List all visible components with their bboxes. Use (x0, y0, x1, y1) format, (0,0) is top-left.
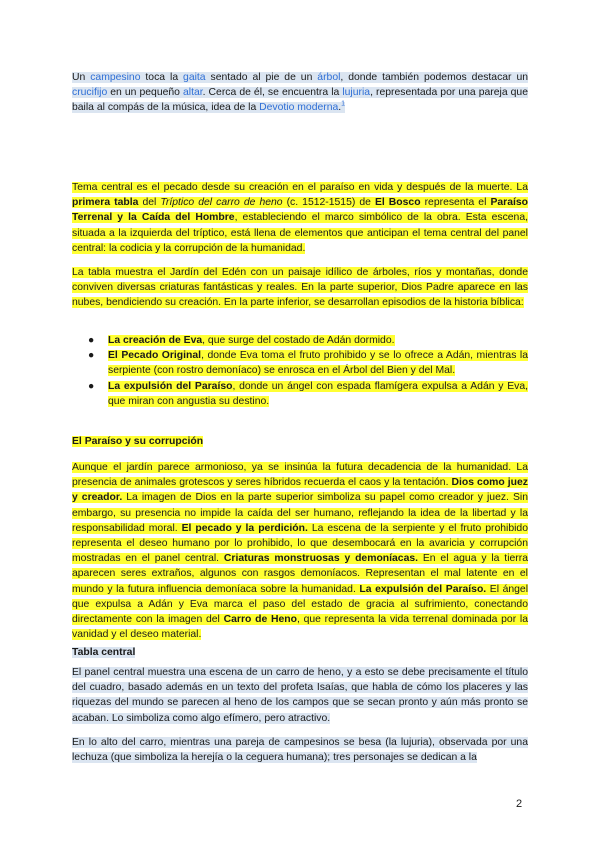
list-item (72, 333, 528, 348)
text-run: , donde Eva toma el fruto prohibido y se lo ofrece a Adán, mientras la serpiente (con rostro demoníaco) se enrosca en el Árbol del Bien y del Mal. (108, 350, 528, 377)
text-run: En el agua y la tierra aparecen seres extraños, algunos con rasgos demoníacos. Representan el mal latente en el mundo y la futura influencia demoníaca sobre la humanidad. (72, 553, 528, 595)
bullet-list (72, 333, 528, 409)
text-run: . (338, 102, 342, 114)
garden-paragraph (72, 265, 528, 311)
link-gaita[interactable]: gaita (183, 72, 206, 83)
text-run: en un pequeño (107, 87, 183, 99)
text-run: En lo alto del carro, mientras una pareja de campesinos se besa (la lujuria), observada por una lechuza (que simboliza la herejía o la ceguera humana); tres personajes se dedican a la (72, 737, 528, 764)
bold-run: El Bosco (374, 197, 421, 209)
text-run: , que surge del costado de Adán dormido. (202, 335, 395, 346)
text-run: representa el (420, 197, 491, 209)
link-crucifijo[interactable]: crucifijo (72, 87, 108, 99)
text-run: La tabla muestra el Jardín del Edén con un paisaje idílico de árboles, ríos y montañas, donde conviven diversas criaturas fantásticas y reales. En la parte superior, Dios Padre aparece en las nubes, bendiciendo su creación. En la parte inferior, se desarrollan episodios de la historia bíblica: (72, 267, 528, 309)
bold-run: El pecado y la perdición. (181, 522, 308, 534)
bold-run: La expulsión del Paraíso. (359, 583, 487, 595)
text-run: La escena de la serpiente y el fruto prohibido representa el deseo humano por lo prohibido, lo que desembocará en la avaricia y corrupción mostradas en el panel central. (72, 522, 528, 565)
list-item (72, 379, 528, 409)
page-number: 2 (516, 798, 523, 810)
text-run: , donde también podemos destacar un (340, 72, 529, 83)
link-arbol[interactable]: árbol (317, 72, 341, 83)
text-run: sentado al pie de un (205, 72, 318, 83)
bold-run: Dios como juez y creador. (72, 477, 528, 504)
text-run: El panel central muestra una escena de un carro de heno, y a esto se debe precisamente el título del cuadro, basado además en un texto del profeta Isaías, que habla de cómo los placeres y las riquezas del mundo se parecen al heno de los campos que se secan pronto y aún más pronto se acaban. Lo simboliza como algo efímero, pero atractivo. (72, 667, 528, 724)
bullet-icon: ● (88, 350, 95, 362)
text-run: Tema central es el pecado desde su creación en el paraíso en vida y después de la muerte. La (72, 182, 528, 193)
text-run: . Cerca de él, se encuentra la (202, 87, 343, 99)
section-heading (72, 434, 203, 449)
bold-run: Criaturas monstruosas y demoníacas. (223, 553, 419, 565)
text-run: toca la (140, 72, 184, 83)
text-run: Un (72, 72, 91, 83)
bold-run: La expulsión del Paraíso (108, 380, 233, 392)
italic-run: Tríptico del carro de heno (160, 197, 283, 209)
link-lujuria[interactable]: lujuria (342, 87, 371, 99)
bullet-icon: ● (88, 380, 95, 392)
bold-run: La creación de Eva (108, 335, 203, 346)
text-run: , estableciendo el marco simbólico de la obra. Esta escena, situada a la izquierda del tríptico, está llena de elementos que anticipan el tema central del panel central: la codicia y la corrupción de la humanidad. (72, 212, 528, 254)
heading-text: Tabla central (72, 647, 136, 658)
text-run: Aunque el jardín parece armonioso, ya se insinúa la futura decadencia de la humanidad. La presencia de animales grotescos y seres híbridos recuerda el caos y la tentación. (72, 462, 528, 489)
link-campesino[interactable]: campesino (90, 72, 141, 83)
section-heading (72, 645, 135, 660)
text-run: , donde un ángel con espada flamígera expulsa a Adán y Eva, que miran con angustia su destino. (108, 380, 529, 407)
link-altar[interactable]: altar (182, 87, 203, 99)
theme-paragraph (72, 180, 528, 256)
bold-run: El Pecado Original (108, 350, 202, 362)
bold-run: primera tabla (72, 197, 139, 209)
text-run: La imagen de Dios en la parte superior simboliza su papel como creador y juez. Sin embargo, su presencia no impide la caída del ser humano, reflejando la idea de la libertad y la responsabilidad moral. (72, 492, 528, 534)
text-run: , representada por una pareja que baila al compás de la música, idea de la (72, 87, 528, 114)
footnote-marker[interactable]: 1 (341, 100, 346, 108)
cart-paragraph (72, 735, 528, 765)
central-panel-paragraph (72, 665, 528, 726)
list-item (72, 348, 528, 378)
bullet-icon: ● (88, 335, 95, 346)
text-run: El ángel que expulsa a Adán y Eva marca el paso del estado de gracia al sufrimiento, conectando directamente con la imagen del (72, 583, 528, 626)
text-run: del (138, 197, 161, 209)
link-devotio-moderna[interactable]: Devotio moderna (259, 102, 339, 114)
intro-paragraph (72, 70, 528, 116)
bold-run: Paraíso Terrenal y la Caída del Hombre (72, 197, 528, 224)
corruption-paragraph (72, 460, 528, 642)
text-run: (c. 1512-1515) de (282, 197, 375, 209)
heading-text: El Paraíso y su corrupción (72, 436, 204, 447)
text-run: , que representa la vida terrenal dominada por la vanidad y el deseo material. (72, 614, 528, 641)
bold-run: Carro de Heno (223, 614, 297, 626)
